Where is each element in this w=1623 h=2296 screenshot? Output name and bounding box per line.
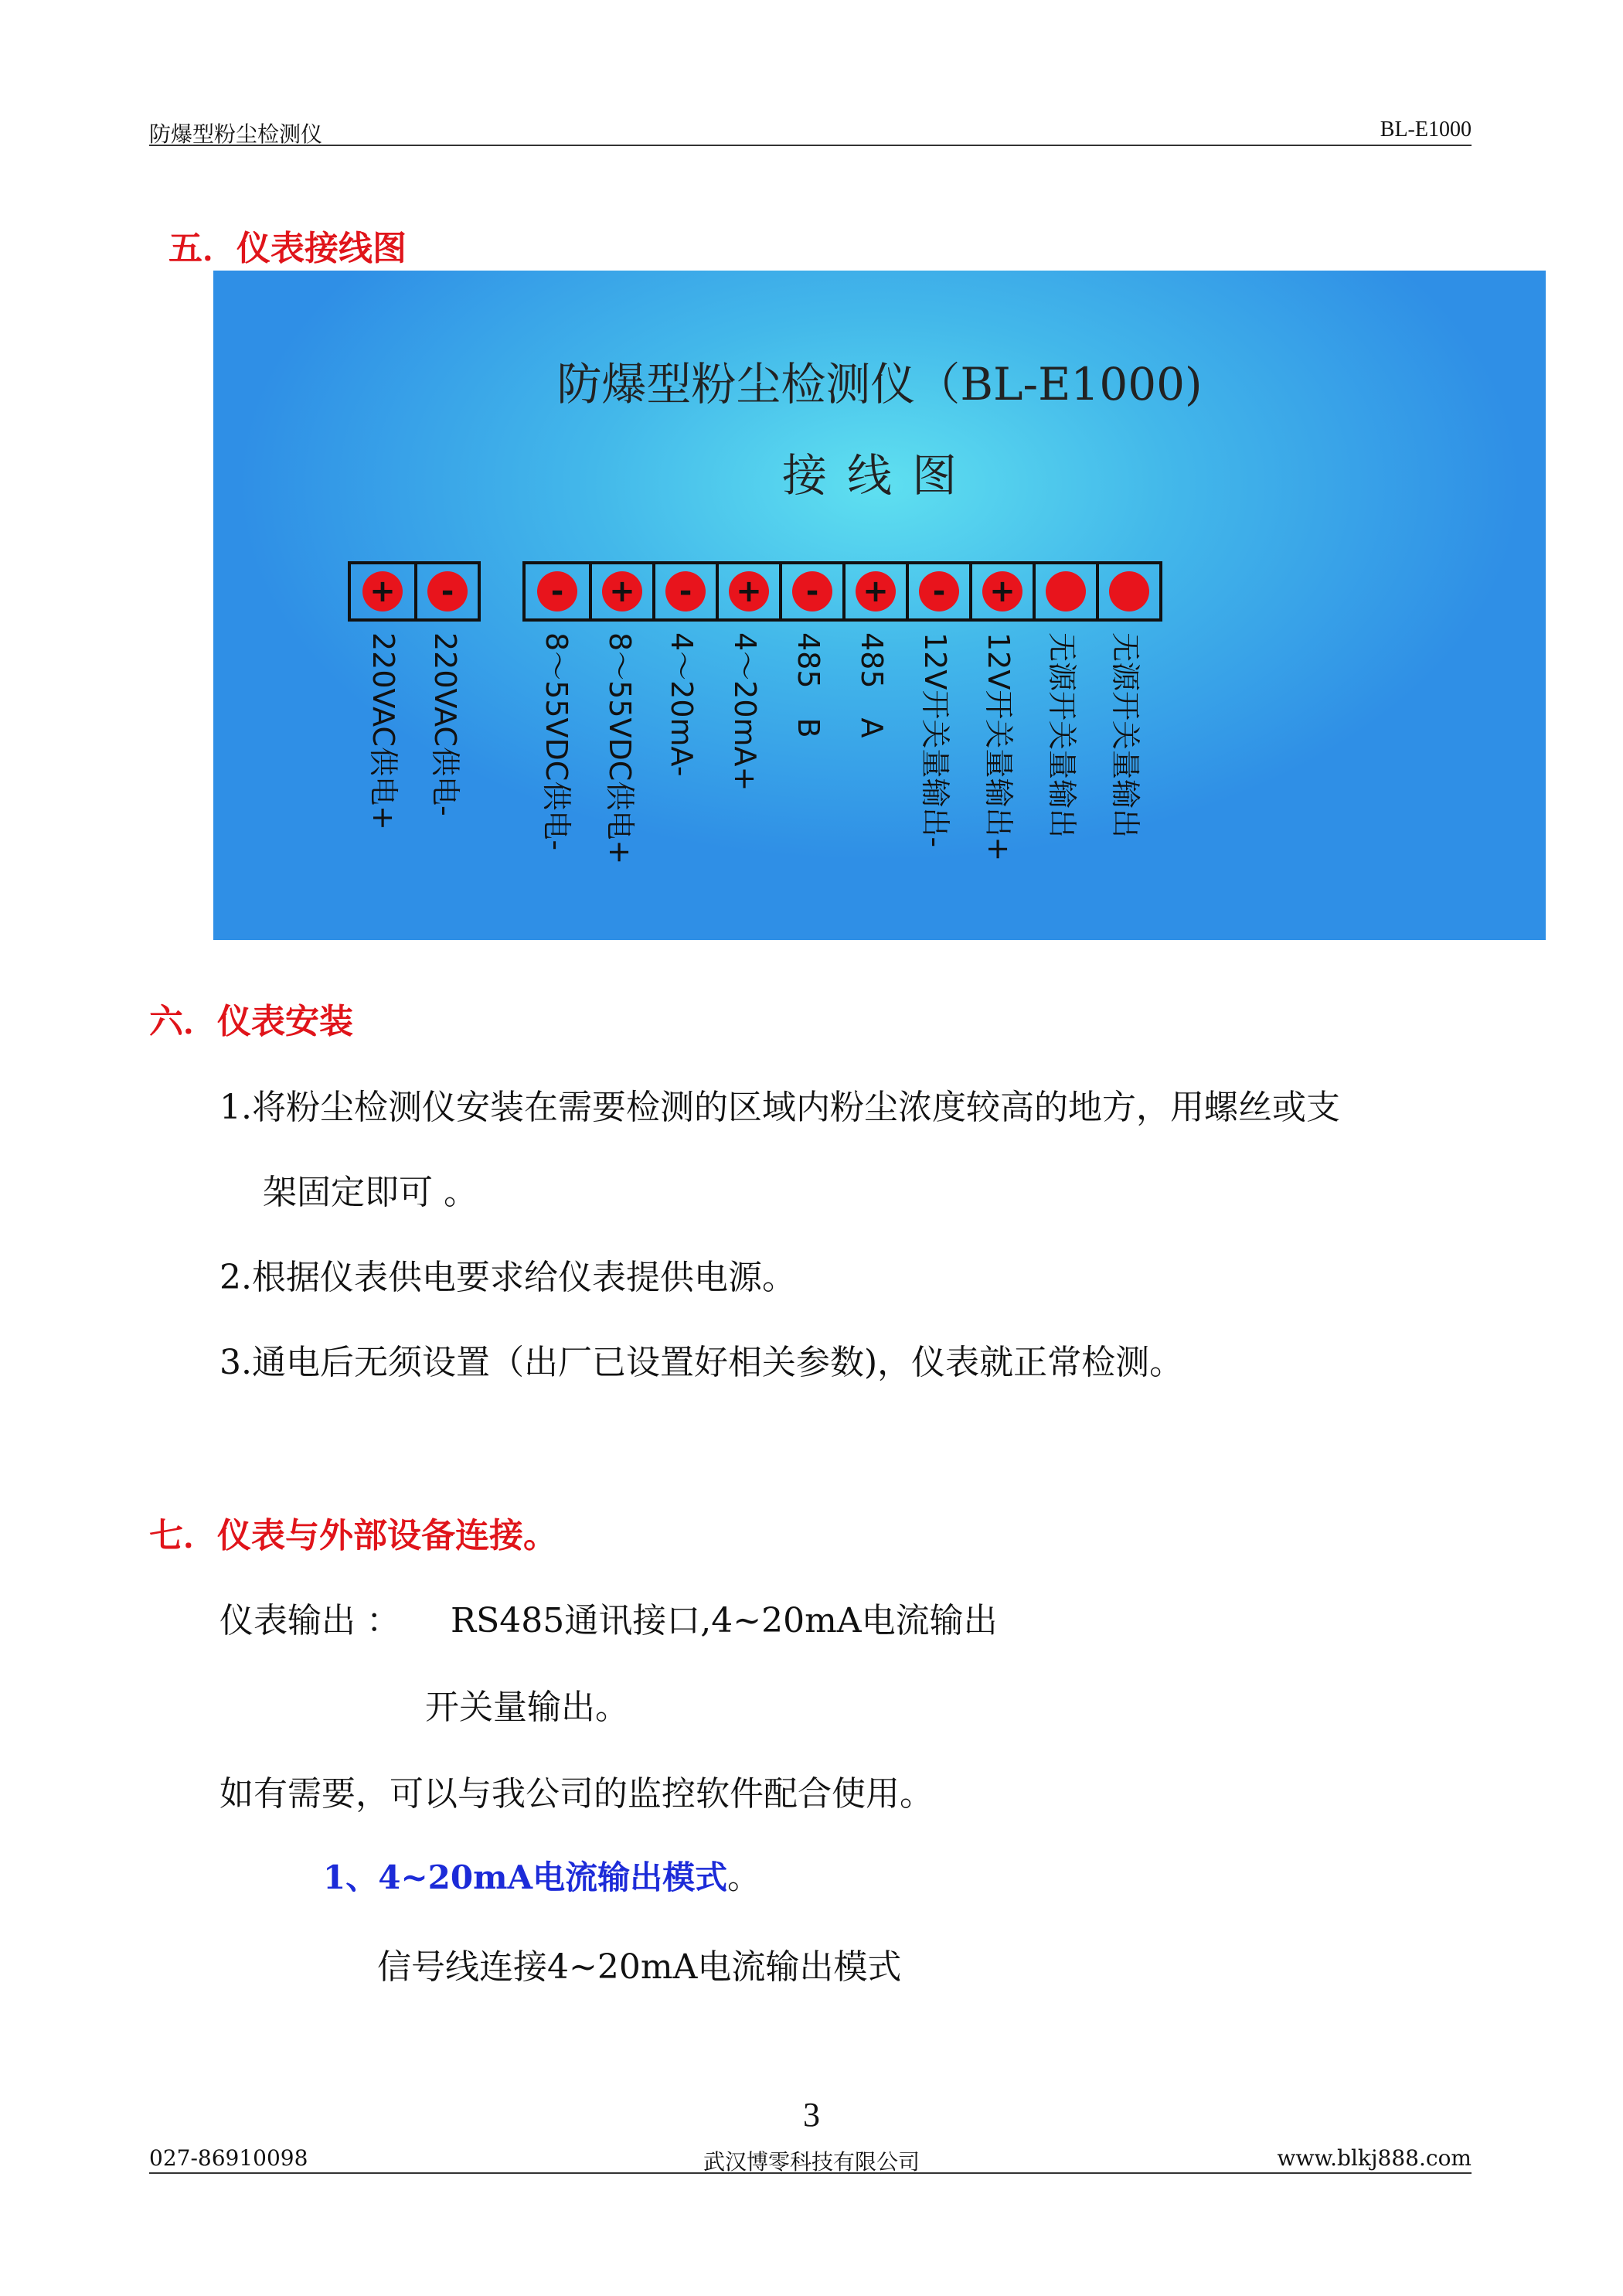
terminal-label: 8～55VDC供电+ (603, 632, 637, 865)
terminal-dot: - (427, 571, 468, 611)
terminal-label: 4～20mA+ (728, 632, 762, 792)
output-value-1: RS485通讯接口,4~20mA电流输出 (451, 1601, 998, 1640)
terminal-label: 无源开关量输出 (1108, 632, 1142, 839)
terminal (652, 564, 716, 618)
terminal (351, 564, 414, 618)
install-step-3: 3.通电后无须设置（出厂已设置好相关参数)，仪表就正常检测。 (219, 1343, 1184, 1382)
terminal-dot: + (602, 571, 642, 611)
terminal (969, 564, 1033, 618)
terminal (1033, 564, 1096, 618)
section-7-title: 七．仪表与外部设备连接。 (149, 1516, 557, 1555)
terminal (906, 564, 969, 618)
terminal (414, 564, 478, 618)
diagram-subtitle: 接线图 (781, 449, 977, 502)
terminal-label: 220VAC供电+ (366, 632, 400, 830)
page-number: 3 (803, 2096, 820, 2134)
terminal-block-ac (348, 561, 481, 622)
install-step-1-cont: 架固定即可 。 (263, 1173, 478, 1212)
header-model: BL-E1000 (1380, 118, 1472, 141)
terminal (526, 564, 589, 618)
terminal-dot: - (537, 571, 577, 611)
terminal (842, 564, 906, 618)
terminal-label: 220VAC供电- (428, 632, 462, 816)
footer-website: www.blkj888.com (1277, 2145, 1472, 2171)
header-rule (149, 145, 1472, 146)
subsection-1-title-text: 1、4~20mA电流输出模式 (323, 1858, 728, 1896)
output-label: 仪表输出 ： (219, 1601, 400, 1640)
terminal-dot: + (856, 571, 896, 611)
terminal-dot (1046, 571, 1086, 611)
section-6-title: 六．仪表安装 (149, 1002, 353, 1041)
footer-company: 武汉博零科技有限公司 (703, 2149, 920, 2175)
terminal-block-dc (522, 561, 1162, 622)
subsection-1-title-tail: 。 (727, 1858, 760, 1896)
install-step-2: 2.根据仪表供电要求给仪表提供电源。 (219, 1258, 796, 1297)
terminal-dot (1109, 571, 1149, 611)
terminal-dot: + (362, 571, 403, 611)
install-step-1: 1.将粉尘检测仪安装在需要检测的区域内粉尘浓度较高的地方，用螺丝或支 (219, 1088, 1340, 1127)
terminal-dot: - (792, 571, 832, 611)
terminal-dot: + (729, 571, 769, 611)
terminal-dot: - (665, 571, 706, 611)
terminal (1096, 564, 1159, 618)
terminal (716, 564, 779, 618)
software-note: 如有需要，可以与我公司的监控软件配合使用。 (219, 1774, 934, 1814)
header-title: 防爆型粉尘检测仪 (149, 121, 323, 147)
terminal (589, 564, 652, 618)
diagram-title: 防爆型粉尘检测仪（BL-E1000) (556, 358, 1203, 410)
terminal-label: 12V开关量输出+ (982, 632, 1016, 862)
terminal (779, 564, 842, 618)
terminal-label: 8～55VDC供电- (539, 632, 573, 851)
terminal-dot: - (919, 571, 959, 611)
subsection-1-title (323, 1852, 760, 1899)
terminal-label: 485 A (855, 632, 889, 738)
section-5-title: 五．仪表接线图 (168, 229, 407, 268)
terminal-label: 12V开关量输出- (918, 632, 952, 848)
terminal-label: 无源开关量输出 (1045, 632, 1079, 839)
footer-rule (149, 2172, 1472, 2174)
footer-phone: 027-86910098 (149, 2145, 308, 2171)
output-value-2: 开关量输出。 (425, 1688, 629, 1727)
wiring-diagram (213, 271, 1546, 940)
subsection-1-text: 信号线连接4~20mA电流输出模式 (377, 1947, 902, 1987)
terminal-label: 485 B (791, 632, 825, 738)
terminal-label: 4～20mA- (665, 632, 699, 777)
terminal-dot: + (982, 571, 1022, 611)
